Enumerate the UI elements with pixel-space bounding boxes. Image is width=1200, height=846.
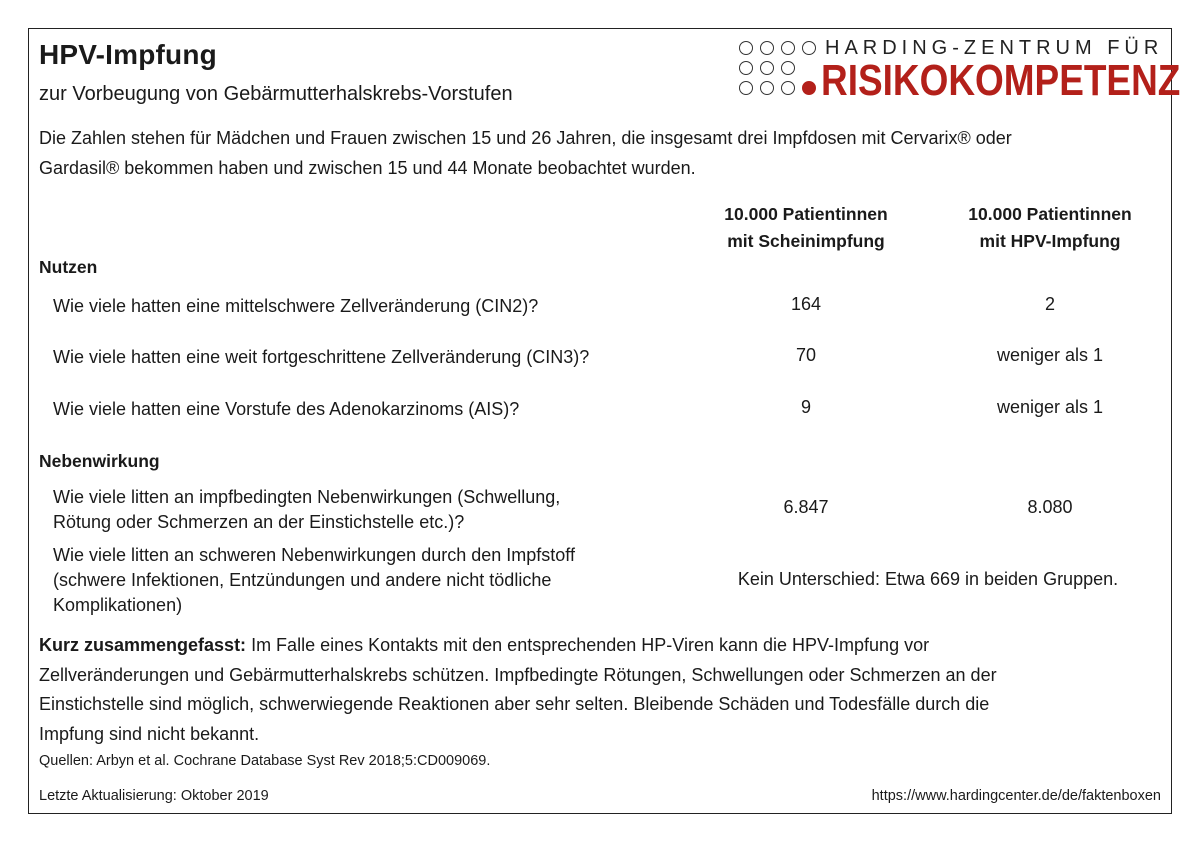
- benefit-value-placebo: 164: [790, 294, 822, 314]
- summary-label: Kurz zusammengefasst:: [39, 635, 247, 655]
- logo-dots-icon: [739, 37, 819, 107]
- benefit-question: Wie viele hatten eine Vorstufe des Adenokarzinoms (AIS)?: [53, 399, 520, 419]
- section-heading-benefit: Nutzen: [39, 257, 98, 277]
- section-heading-harm: Nebenwirkung: [39, 451, 160, 471]
- sources-note: Quellen: Arbyn et al. Cochrane Database Syst Rev 2018;5:CD009069.: [39, 753, 491, 769]
- benefit-question: Wie viele hatten eine mittelschwere Zellveränderung (CIN2)?: [53, 296, 539, 316]
- benefit-value-placebo: 9: [800, 397, 811, 417]
- fact-box: [28, 28, 1181, 814]
- harm-question: Wie viele litten an impfbedingten Nebenwirkungen (Schwellung, Rötung oder Schmerzen an der Einstichstelle etc.)?: [53, 487, 561, 532]
- logo-line-2: RISIKOKOMPETENZ: [821, 56, 1181, 105]
- benefit-value-placebo: 70: [795, 345, 817, 365]
- harm-question: Wie viele litten an schweren Nebenwirkungen durch den Impfstoff (schwere Infektionen, Entzündungen und andere nicht tödliche Komplikationen): [53, 545, 575, 615]
- harm-value-placebo: 6.847: [783, 497, 829, 517]
- intro-line-1: Die Zahlen stehen für Mädchen und Frauen zwischen 15 und 26 Jahren, die insgesamt drei Impfdosen mit Cervarix® oder: [39, 128, 1012, 148]
- last-updated: Letzte Aktualisierung: Oktober 2019: [39, 788, 269, 804]
- page-subtitle: zur Vorbeugung von Gebärmutterhalskrebs-Vorstufen: [39, 83, 513, 105]
- benefit-value-vaccine: 2: [1044, 294, 1055, 314]
- intro-line-2: Gardasil® bekommen haben und zwischen 15 und 44 Monate beobachtet wurden.: [39, 158, 696, 178]
- logo-line-1: HARDING-ZENTRUM FÜR: [825, 37, 1164, 59]
- harm-value-vaccine: 8.080: [1027, 497, 1073, 517]
- harding-center-logo: [739, 37, 1181, 107]
- harm-combined-value: Kein Unterschied: Etwa 669 in beiden Gruppen.: [737, 569, 1119, 589]
- intro-text: [39, 123, 1149, 183]
- summary-text: Kurz zusammengefasst: Im Falle eines Kontakts mit den entsprechenden HP-Viren kann die HPV-Impfung vor Zellveränderungen und Gebärmutterhalskrebs schützen. Impfbedingte Rötungen, Schwellungen oder Schmerzen an der Einstichstelle sind möglich, schwerwiegende Reaktionen aber sehr selten. Bleibende Schäden und Todesfälle durch die Impfung sind nicht bekannt.: [39, 635, 997, 744]
- benefit-question: Wie viele hatten eine weit fortgeschrittene Zellveränderung (CIN3)?: [53, 347, 590, 367]
- benefit-value-vaccine: weniger als 1: [996, 397, 1104, 417]
- factbox-url-link[interactable]: https://www.hardingcenter.de/de/faktenboxen: [871, 788, 1161, 804]
- column-header-vaccine: 10.000 Patientinnen mit HPV-Impfung: [968, 204, 1132, 251]
- page-title: HPV-Impfung: [39, 39, 217, 70]
- benefit-value-vaccine: weniger als 1: [996, 345, 1104, 365]
- column-header-placebo: 10.000 Patientinnen mit Scheinimpfung: [724, 204, 888, 251]
